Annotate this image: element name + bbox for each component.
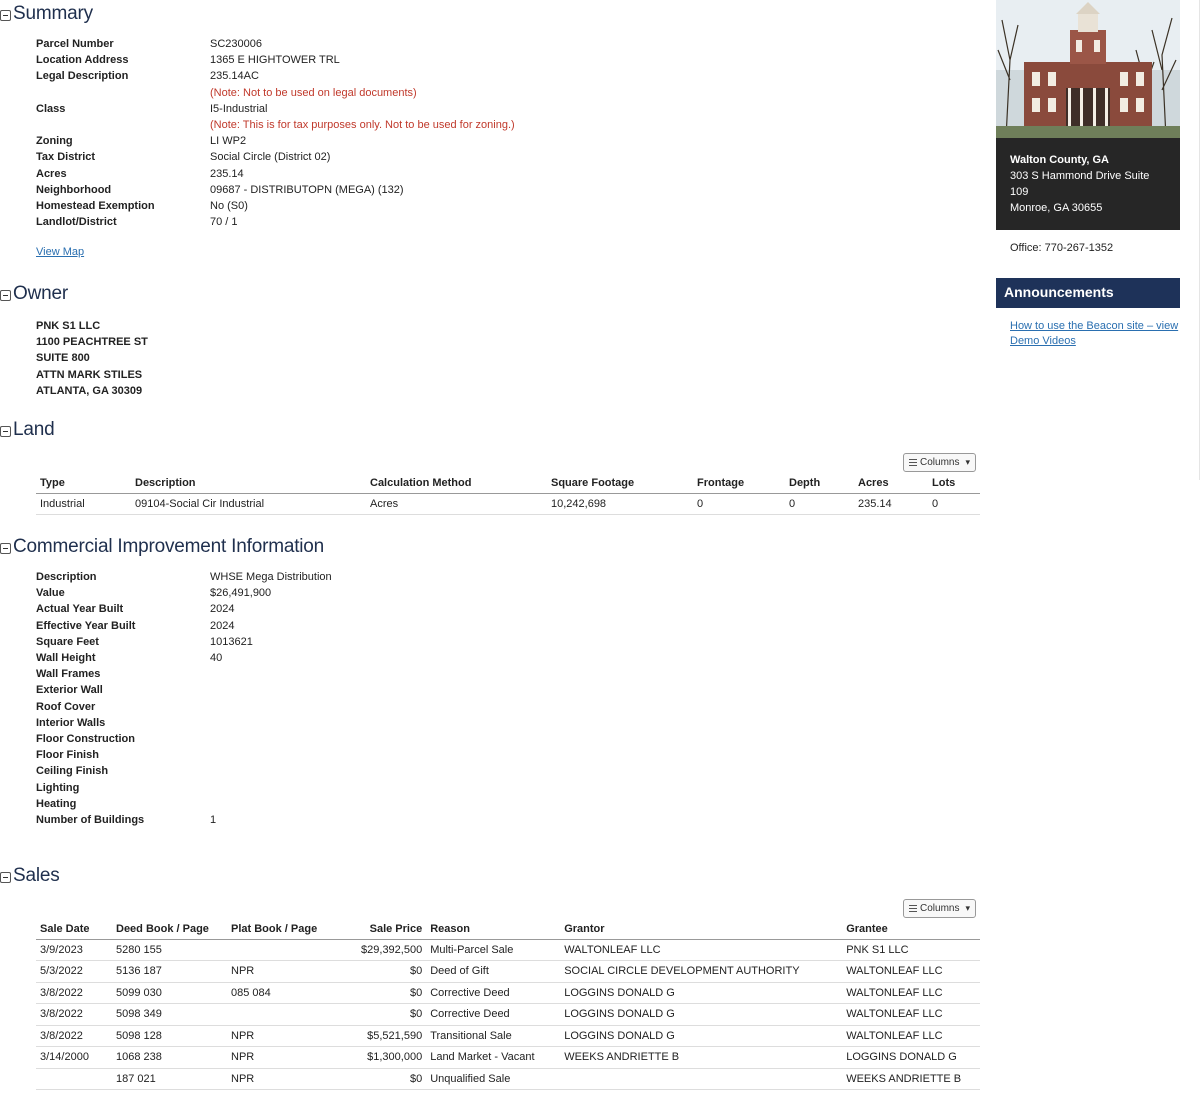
commercial-value: 1013621: [210, 635, 253, 648]
table-cell: WALTONLEAF LLC: [842, 982, 980, 1004]
table-row: [36, 939, 980, 961]
summary-row: [36, 68, 515, 84]
summary-label: [36, 85, 210, 101]
summary-row: [36, 133, 515, 149]
column-header: Calculation Method: [366, 473, 547, 493]
summary-header[interactable]: [0, 2, 93, 26]
table-cell: Deed of Gift: [426, 961, 560, 983]
address-line: Monroe, GA 30655: [1010, 202, 1103, 214]
owner-line: ATTN MARK STILES: [36, 368, 143, 381]
sidebar: [996, 0, 1200, 480]
sales-header[interactable]: [0, 864, 60, 888]
summary-label: [36, 117, 210, 133]
land-table: [36, 473, 980, 515]
commercial-label: Effective Year Built: [36, 619, 136, 632]
land-title: Land: [13, 419, 55, 440]
commercial-row: [36, 747, 332, 763]
table-cell: Acres: [366, 493, 547, 515]
class-note: (Note: This is for tax purposes only. Not to be used for zoning.): [210, 119, 515, 132]
table-cell: SOCIAL CIRCLE DEVELOPMENT AUTHORITY: [560, 961, 842, 983]
table-cell: 5099 030: [112, 982, 227, 1004]
table-cell: LOGGINS DONALD G: [560, 1004, 842, 1026]
table-cell: Multi-Parcel Sale: [426, 939, 560, 961]
summary-row: [36, 117, 515, 133]
owner-header[interactable]: [0, 282, 68, 306]
summary-row: [36, 182, 515, 198]
summary-label: Legal Description: [36, 70, 129, 83]
column-header: Type: [36, 473, 131, 493]
list-icon: [909, 459, 917, 467]
table-cell: Industrial: [36, 493, 131, 515]
table-cell: LOGGINS DONALD G: [560, 1025, 842, 1047]
column-header: Plat Book / Page: [227, 919, 321, 939]
table-cell: 5098 349: [112, 1004, 227, 1026]
column-header: Depth: [785, 473, 854, 493]
land-header-row: [36, 473, 980, 493]
sales-columns-button[interactable]: [903, 899, 976, 918]
land-header[interactable]: [0, 418, 54, 442]
column-header: Acres: [854, 473, 928, 493]
commercial-row: [36, 618, 332, 634]
commercial-row: [36, 699, 332, 715]
table-cell: NPR: [227, 1068, 321, 1090]
table-cell: $5,521,590: [321, 1025, 426, 1047]
summary-value: Social Circle (District 02): [210, 151, 331, 164]
table-cell: NPR: [227, 1025, 321, 1047]
table-row: [36, 961, 980, 983]
commercial-value: 2024: [210, 603, 235, 616]
table-cell: Corrective Deed: [426, 1004, 560, 1026]
table-cell: 0: [693, 493, 785, 515]
table-cell: 085 084: [227, 982, 321, 1004]
summary-value: 235.14: [210, 167, 244, 180]
table-cell: 3/8/2022: [36, 1004, 112, 1026]
commercial-value: $26,491,900: [210, 587, 272, 600]
commercial-label: Wall Height: [36, 652, 96, 665]
table-cell: 3/8/2022: [36, 1025, 112, 1047]
table-cell: WEEKS ANDRIETTE B: [560, 1047, 842, 1069]
summary-label: Zoning: [36, 135, 73, 148]
summary-label: Class: [36, 102, 66, 115]
summary-row: [36, 198, 515, 214]
commercial-label: Lighting: [36, 781, 80, 794]
commercial-label: Interior Walls: [36, 716, 106, 729]
chevron-down-icon: ▾: [965, 903, 970, 913]
owner-title: Owner: [13, 283, 68, 304]
summary-value: I5-Industrial: [210, 102, 268, 115]
table-cell: Unqualified Sale: [426, 1068, 560, 1090]
commercial-row: [36, 763, 332, 779]
table-cell: WALTONLEAF LLC: [842, 1004, 980, 1026]
summary-row: [36, 149, 515, 165]
summary-label: Homestead Exemption: [36, 200, 155, 213]
summary-value: 235.14AC: [210, 70, 259, 83]
summary-row: [36, 52, 515, 68]
table-cell: 5280 155: [112, 939, 227, 961]
table-row: [36, 1047, 980, 1069]
table-cell: PNK S1 LLC: [842, 939, 980, 961]
view-map-link[interactable]: View Map: [36, 246, 85, 258]
table-cell: $0: [321, 961, 426, 983]
collapse-icon[interactable]: [0, 543, 11, 554]
summary-value: 1365 E HIGHTOWER TRL: [210, 54, 340, 67]
summary-label: Location Address: [36, 54, 129, 67]
commercial-row: [36, 812, 332, 828]
table-cell: $1,300,000: [321, 1047, 426, 1069]
summary-label: Tax District: [36, 151, 96, 164]
table-cell: 5/3/2022: [36, 961, 112, 983]
summary-row: [36, 85, 515, 101]
table-cell: LOGGINS DONALD G: [842, 1047, 980, 1069]
table-cell: Corrective Deed: [426, 982, 560, 1004]
summary-label: Parcel Number: [36, 38, 114, 50]
table-cell: 235.14: [854, 493, 928, 515]
sales-table: [36, 919, 980, 1090]
owner-address: [36, 318, 148, 399]
table-cell: 1068 238: [112, 1047, 227, 1069]
commercial-value: 40: [210, 652, 223, 665]
summary-value: 70 / 1: [210, 216, 238, 229]
commercial-value: 2024: [210, 619, 235, 632]
commercial-label: Floor Finish: [36, 749, 99, 762]
summary-value: No (S0): [210, 200, 248, 213]
table-cell: [560, 1068, 842, 1090]
demo-videos-link[interactable]: How to use the Beacon site – view Demo Videos: [1010, 320, 1179, 347]
commercial-row: [36, 585, 332, 601]
land-columns-button[interactable]: [903, 453, 976, 472]
column-header: Sale Date: [36, 919, 112, 939]
table-cell: 0: [928, 493, 980, 515]
collapse-icon[interactable]: [0, 426, 11, 437]
table-cell: WEEKS ANDRIETTE B: [842, 1068, 980, 1090]
column-header: Deed Book / Page: [112, 919, 227, 939]
collapse-icon[interactable]: [0, 10, 11, 21]
table-cell: 09104-Social Cir Industrial: [131, 493, 366, 515]
commercial-label: Square Feet: [36, 635, 99, 648]
commercial-label: Value: [36, 587, 65, 600]
summary-row: [36, 36, 515, 52]
address-line: 109: [1010, 186, 1029, 198]
table-cell: [36, 1068, 112, 1090]
county-address-box: [996, 138, 1180, 230]
sales-title: Sales: [13, 865, 60, 886]
table-row: [36, 982, 980, 1004]
commercial-value: WHSE Mega Distribution: [210, 571, 332, 583]
table-cell: 187 021: [112, 1068, 227, 1090]
table-cell: $29,392,500: [321, 939, 426, 961]
columns-label: Columns: [920, 457, 960, 468]
commercial-label: Roof Cover: [36, 700, 96, 713]
table-row: [36, 1068, 980, 1090]
summary-row: [36, 214, 515, 230]
commercial-row: [36, 682, 332, 698]
commercial-label: Number of Buildings: [36, 814, 145, 827]
table-cell: NPR: [227, 1047, 321, 1069]
table-cell: WALTONLEAF LLC: [842, 961, 980, 983]
sales-header-row: [36, 919, 980, 939]
summary-value: LI WP2: [210, 135, 247, 148]
commercial-row: [36, 634, 332, 650]
table-row: [36, 1004, 980, 1026]
table-cell: Land Market - Vacant: [426, 1047, 560, 1069]
table-cell: [227, 939, 321, 961]
table-row: [36, 493, 980, 515]
commercial-value: 1: [210, 814, 217, 827]
commercial-table: [36, 569, 332, 828]
summary-row: [36, 166, 515, 182]
owner-line: ATLANTA, GA 30309: [36, 384, 143, 397]
courthouse-photo: [996, 0, 1180, 138]
announcements-header: Announcements: [996, 278, 1180, 308]
table-cell: 3/8/2022: [36, 982, 112, 1004]
summary-title: Summary: [13, 3, 93, 24]
summary-value: SC230006: [210, 38, 262, 50]
summary-row: [36, 101, 515, 117]
commercial-label: Exterior Wall: [36, 684, 103, 697]
office-phone: Office: 770-267-1352: [1010, 242, 1114, 254]
collapse-icon[interactable]: [0, 872, 11, 883]
table-cell: WALTONLEAF LLC: [842, 1025, 980, 1047]
table-cell: 0: [785, 493, 854, 515]
table-cell: WALTONLEAF LLC: [560, 939, 842, 961]
commercial-label: Floor Construction: [36, 733, 135, 746]
address-line: 303 S Hammond Drive Suite: [1010, 170, 1150, 182]
commercial-row: [36, 666, 332, 682]
column-header: Square Footage: [547, 473, 693, 493]
column-header: Grantee: [842, 919, 980, 939]
collapse-icon[interactable]: [0, 290, 11, 301]
commercial-header[interactable]: [0, 535, 324, 559]
commercial-label: Description: [36, 571, 97, 583]
summary-table: [36, 36, 515, 230]
column-header: Reason: [426, 919, 560, 939]
table-cell: 3/14/2000: [36, 1047, 112, 1069]
courthouse-image: [996, 0, 1180, 138]
table-cell: 3/9/2023: [36, 939, 112, 961]
commercial-label: Wall Frames: [36, 668, 101, 681]
commercial-label: Heating: [36, 797, 77, 810]
commercial-row: [36, 796, 332, 812]
column-header: Frontage: [693, 473, 785, 493]
commercial-label: Ceiling Finish: [36, 765, 109, 778]
summary-label: Neighborhood: [36, 183, 112, 196]
columns-label: Columns: [920, 903, 960, 914]
column-header: Sale Price: [321, 919, 426, 939]
commercial-row: [36, 650, 332, 666]
column-header: Lots: [928, 473, 980, 493]
owner-line: PNK S1 LLC: [36, 320, 101, 332]
table-row: [36, 1025, 980, 1047]
table-cell: 5098 128: [112, 1025, 227, 1047]
list-icon: [909, 905, 917, 913]
owner-line: SUITE 800: [36, 352, 90, 365]
column-header: Description: [131, 473, 366, 493]
commercial-label: Actual Year Built: [36, 603, 124, 616]
county-name: Walton County, GA: [1010, 154, 1109, 166]
table-cell: [227, 1004, 321, 1026]
commercial-row: [36, 731, 332, 747]
chevron-down-icon: ▾: [965, 457, 970, 467]
table-cell: 10,242,698: [547, 493, 693, 515]
table-cell: $0: [321, 1068, 426, 1090]
summary-label: Landlot/District: [36, 216, 117, 229]
table-cell: LOGGINS DONALD G: [560, 982, 842, 1004]
commercial-row: [36, 569, 332, 585]
commercial-row: [36, 715, 332, 731]
table-cell: $0: [321, 982, 426, 1004]
owner-line: 1100 PEACHTREE ST: [36, 336, 148, 349]
table-cell: $0: [321, 1004, 426, 1026]
column-header: Grantor: [560, 919, 842, 939]
table-cell: NPR: [227, 961, 321, 983]
commercial-title: Commercial Improvement Information: [13, 536, 325, 557]
commercial-row: [36, 780, 332, 796]
table-cell: Transitional Sale: [426, 1025, 560, 1047]
commercial-row: [36, 601, 332, 617]
summary-label: Acres: [36, 167, 67, 180]
table-cell: 5136 187: [112, 961, 227, 983]
summary-value: 09687 - DISTRIBUTOPN (MEGA) (132): [210, 183, 404, 196]
legal-note: (Note: Not to be used on legal documents): [210, 86, 417, 99]
